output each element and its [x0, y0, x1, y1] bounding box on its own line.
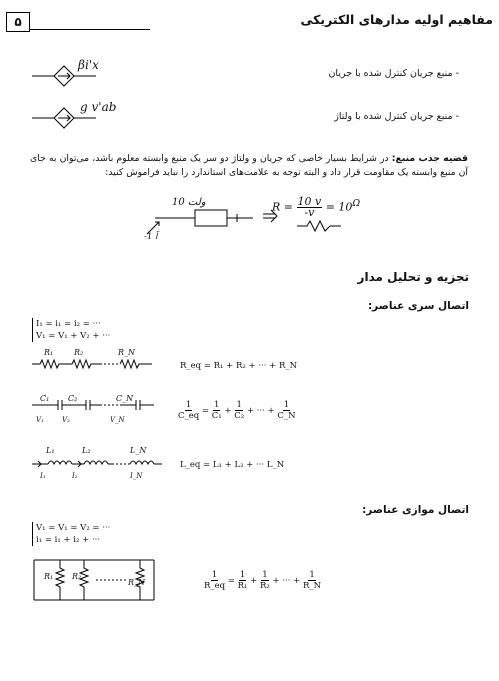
ccs-label: - منبع جریان کنترل شده با جریان	[328, 68, 459, 79]
theorem-paragraph	[30, 152, 468, 180]
series-leq-formula: L_eq = L₁ + L₂ + ··· L_N	[180, 460, 285, 470]
series-c1: C₁	[40, 394, 50, 403]
parallel-title: اتصال موازی عناصر:	[362, 504, 469, 516]
series-cn: C_N	[116, 394, 134, 403]
series-rn: R_N	[118, 348, 136, 357]
series-inductors-diagram	[30, 456, 165, 472]
series-r2: R₂	[74, 348, 84, 357]
series-i2: I₂	[72, 472, 78, 480]
series-l2: L₂	[82, 446, 91, 455]
parallel-req-formula: $\frac{1}{R\_eq}$ = $\frac{1}{\text{R₁}}$ + $\frac{1}{\text{R₂}}$ + ··· + $\frac{1}{R\_N}$	[204, 570, 322, 591]
vcs-label: - منبع جریان کنترل شده با ولتاژ	[334, 111, 459, 122]
series-vn: V_N	[110, 416, 125, 424]
parallel-r2: R₂	[72, 572, 82, 581]
section-title: تجزیه و تحلیل مدار	[357, 270, 469, 284]
current-label: -1 آ	[144, 232, 158, 242]
series-i1: I₁	[40, 472, 46, 480]
theorem-body: در شرایط بسیار خاصی که جریان و ولتاژ دو سر یک منبع وابسته معلوم باشد، می‌توان به جای آن منبع وابسته یک مقاومت قرار داد و البته توجه به علامت‌های استاندارد را نباید فراموش کنید:	[30, 153, 468, 178]
series-req-formula: R_eq = R₁ + R₂ + ··· + R_N	[180, 361, 298, 371]
ccs-symbol: βi'x	[78, 58, 99, 72]
series-capacitors-diagram	[30, 395, 160, 415]
series-ln: L_N	[130, 446, 147, 455]
voltage-label: 10 ولت	[172, 197, 206, 208]
series-v2: V₂	[62, 416, 70, 424]
series-l1: L₁	[46, 446, 55, 455]
vcs-symbol: g v'ab	[80, 100, 117, 114]
parallel-rn: R_N	[128, 578, 146, 587]
chapter-title: مفاهیم اولیه مدارهای الکتریکی	[300, 12, 493, 27]
series-r1: R₁	[44, 348, 54, 357]
parallel-system: V₁ = V₁ = V₂ = ··· i₁ = i₁ + i₂ + ···	[32, 522, 110, 546]
page-header	[6, 12, 493, 32]
header-rule	[30, 29, 150, 30]
theorem-title: قضیه جذب منبع:	[391, 153, 468, 164]
series-ceq-formula: $\frac{1}{C\_eq}$ = $\frac{1}{\text{C₁}}$ + $\frac{1}{\text{C₂}}$ + ··· + $\frac{1}{C\_N}$	[178, 400, 296, 421]
series-system: I₁ = i₁ = i₂ = ··· V₁ = V₁ + V₂ + ···	[32, 318, 110, 342]
series-in: I_N	[130, 472, 143, 480]
series-c2: C₂	[68, 394, 78, 403]
page-number: ۵	[6, 12, 30, 32]
resistance-expression: R = $\frac{10 v}{-v}$ = $10^\Omega$	[272, 195, 361, 219]
parallel-r1: R₁	[44, 572, 54, 581]
series-title: اتصال سری عناصر:	[367, 300, 469, 312]
series-v1: V₁	[36, 416, 44, 424]
